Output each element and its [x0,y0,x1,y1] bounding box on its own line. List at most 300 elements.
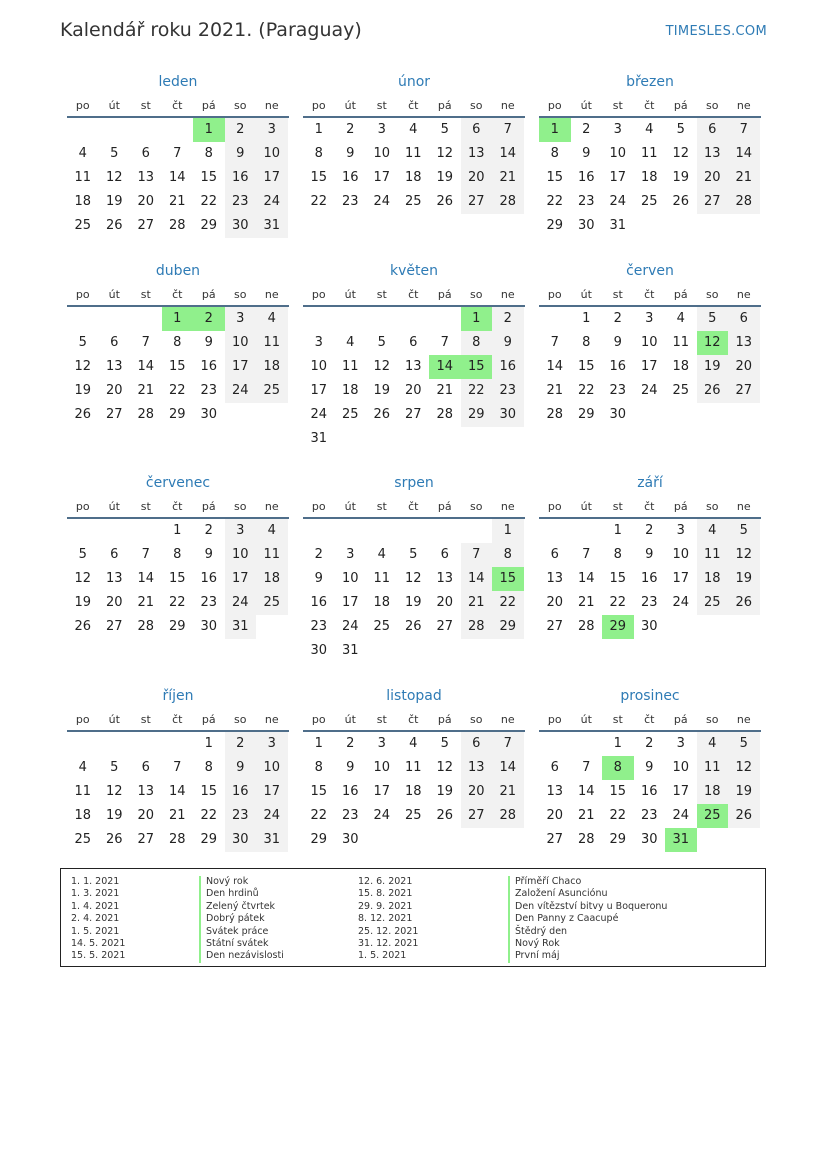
day-cell: 10 [373,760,391,775]
day-cell: 12 [74,571,92,586]
weekday-label: po [547,288,562,301]
day-cell: 20 [728,355,760,379]
day-cell: 23 [341,194,359,209]
day-cell: 12 [728,756,760,780]
day-cell: 29 [168,407,186,422]
weekday-label: čt [172,288,183,301]
day-cell: 20 [105,383,123,398]
day-cell: 19 [728,780,760,804]
day-cell: 1 [173,523,182,538]
day-cell: 4 [256,307,288,331]
day-cell: 20 [461,780,493,804]
day-cell: 10 [341,571,359,586]
day-cell: 5 [409,547,418,562]
day-cell: 31 [256,828,288,852]
day-cell: 27 [546,832,564,847]
day-cell: 20 [436,595,454,610]
day-cell: 8 [314,760,323,775]
day-cell: 13 [137,170,155,185]
day-cell: 24 [373,194,391,209]
day-cell: 16 [609,359,627,374]
day-cell: 15 [609,571,627,586]
weekday-label: pá [437,500,452,513]
empty-cell [67,519,99,543]
day-cell: 11 [74,170,92,185]
day-cell: 8 [173,335,182,350]
day-cell: 9 [225,142,257,166]
weekday-label: st [376,713,387,726]
weekday-label: pá [201,500,216,513]
brand-link[interactable]: TIMESLES.COM [665,24,767,39]
day-cell: 13 [461,142,493,166]
day-cell: 3 [645,311,654,326]
empty-cell [571,732,603,756]
weekday-label: út [580,713,592,726]
day-cell: 19 [697,355,729,379]
day-cell: 13 [404,359,422,374]
day-cell: 4 [78,146,87,161]
day-cell: 22 [168,383,186,398]
day-cell: 21 [492,166,524,190]
weekday-header [303,96,525,118]
day-cell: 17 [672,784,690,799]
empty-cell [366,519,398,543]
day-cell: 27 [728,379,760,403]
weekday-label: po [75,288,90,301]
day-cell: 19 [404,595,422,610]
day-cell: 16 [225,166,257,190]
day-cell: 13 [546,571,564,586]
day-cell: 23 [200,595,218,610]
day-cell: 12 [105,784,123,799]
page-title: Kalendář roku 2021. (Paraguay) [60,19,362,41]
day-cell: 8 [613,547,622,562]
weekday-label: st [612,99,623,112]
month-block [303,261,525,451]
month-name: květen [390,263,438,279]
day-cell: 7 [582,547,591,562]
weekday-label: so [706,713,719,726]
day-cell: 15 [310,784,328,799]
weekday-label: so [706,99,719,112]
day-cell: 2 [346,122,355,137]
day-cell: 30 [640,619,658,634]
empty-cell [429,307,461,331]
day-cell: 19 [728,567,760,591]
day-cell: 11 [404,146,422,161]
weekday-label: st [376,500,387,513]
day-cell: 20 [137,194,155,209]
day-cell: 5 [110,760,119,775]
weekday-label: po [311,288,326,301]
weekday-label: st [140,99,151,112]
legend-name: Dobrý pátek [199,913,284,925]
day-cell: 8 [204,146,213,161]
day-cell: 23 [225,190,257,214]
day-cell: 23 [640,595,658,610]
day-cell: 10 [256,756,288,780]
day-cell: 20 [105,595,123,610]
empty-cell [130,307,162,331]
day-cell: 28 [137,619,155,634]
day-cell: 14 [492,142,524,166]
empty-cell [335,519,367,543]
month-block [67,686,289,852]
weekday-label: st [612,713,623,726]
holiday-day: 1 [162,307,194,331]
day-cell: 19 [436,170,454,185]
day-cell: 2 [225,118,257,142]
weekday-label: st [376,99,387,112]
day-cell: 3 [256,118,288,142]
day-cell: 14 [728,142,760,166]
weekday-label: pá [201,713,216,726]
day-cell: 25 [373,619,391,634]
day-cell: 15 [200,170,218,185]
day-cell: 28 [728,190,760,214]
day-cell: 10 [672,760,690,775]
day-cell: 20 [697,166,729,190]
day-cell: 29 [310,832,328,847]
day-cell: 25 [697,591,729,615]
day-cell: 3 [613,122,622,137]
day-cell: 9 [582,146,591,161]
day-cell: 14 [168,784,186,799]
day-cell: 13 [461,756,493,780]
day-cell: 8 [492,543,524,567]
day-cell: 17 [256,166,288,190]
day-cell: 25 [672,383,690,398]
day-cell: 3 [676,736,685,751]
day-cell: 9 [225,756,257,780]
day-cell: 15 [168,571,186,586]
day-cell: 10 [672,547,690,562]
day-cell: 7 [461,543,493,567]
day-cell: 15 [310,170,328,185]
weekday-label: po [75,99,90,112]
day-cell: 9 [645,760,654,775]
day-cell: 30 [640,832,658,847]
legend-date: 1. 5. 2021 [71,925,120,937]
day-cell: 17 [225,567,257,591]
day-cell: 13 [105,359,123,374]
day-cell: 4 [697,732,729,756]
day-cell: 28 [168,218,186,233]
holiday-day: 31 [665,828,697,852]
day-cell: 23 [200,383,218,398]
legend-date: 25. 12. 2021 [358,925,419,937]
day-cell: 30 [609,407,627,422]
month-block [67,473,289,639]
legend-name: Nový rok [199,876,284,888]
day-cell: 7 [141,547,150,562]
day-cell: 5 [728,519,760,543]
day-cell: 5 [78,335,87,350]
day-cell: 16 [310,595,328,610]
weekday-label: st [612,500,623,513]
empty-cell [99,118,131,142]
weekday-label: so [706,288,719,301]
day-cell: 19 [373,383,391,398]
day-cell: 13 [728,331,760,355]
day-cell: 6 [550,760,559,775]
day-cell: 1 [492,519,524,543]
day-cell: 24 [256,804,288,828]
day-cell: 20 [404,383,422,398]
day-cell: 18 [256,355,288,379]
empty-cell [429,519,461,543]
legend-names-col1 [199,876,284,963]
day-cell: 24 [225,379,257,403]
day-cell: 28 [577,619,595,634]
day-cell: 24 [256,190,288,214]
legend-name: Den hrdinů [199,888,284,900]
weekday-label: ne [500,99,515,112]
legend-date: 8. 12. 2021 [358,913,413,925]
day-cell: 19 [74,595,92,610]
empty-cell [67,307,99,331]
day-cell: 26 [373,407,391,422]
month-name: červenec [145,475,211,491]
day-cell: 27 [137,218,155,233]
day-cell: 26 [74,407,92,422]
weekday-label: ne [736,288,751,301]
empty-cell [539,732,571,756]
day-cell: 14 [137,571,155,586]
day-cell: 10 [256,142,288,166]
day-cell: 5 [440,736,449,751]
day-cell: 18 [404,170,422,185]
day-cell: 17 [256,780,288,804]
day-cell: 31 [256,214,288,238]
day-cell: 23 [492,379,524,403]
day-cell: 2 [582,122,591,137]
day-cell: 16 [200,359,218,374]
empty-cell [67,732,99,756]
day-cell: 3 [256,732,288,756]
weekday-label: ne [736,713,751,726]
day-cell: 22 [310,808,328,823]
holiday-day: 1 [539,118,571,142]
empty-cell [539,307,571,331]
day-cell: 19 [74,383,92,398]
day-cell: 14 [577,571,595,586]
day-cell: 10 [609,146,627,161]
day-cell: 2 [346,736,355,751]
empty-cell [130,732,162,756]
day-cell: 27 [546,619,564,634]
weekday-label: st [140,713,151,726]
day-cell: 15 [609,784,627,799]
day-cell: 12 [672,146,690,161]
day-grid [303,732,525,852]
day-cell: 5 [377,335,386,350]
day-cell: 25 [74,218,92,233]
empty-cell [303,519,335,543]
day-cell: 27 [105,619,123,634]
day-cell: 18 [74,194,92,209]
month-block [539,686,761,852]
day-cell: 9 [314,571,323,586]
weekday-header [539,710,761,732]
weekday-label: so [470,99,483,112]
month-name: červen [626,263,674,279]
weekday-label: čt [408,500,419,513]
day-cell: 21 [137,595,155,610]
day-cell: 6 [110,335,119,350]
weekday-label: so [470,288,483,301]
empty-cell [162,118,194,142]
day-cell: 24 [609,194,627,209]
weekday-label: ne [500,713,515,726]
holiday-day: 8 [602,756,634,780]
legend-dates-col1 [71,876,125,963]
day-cell: 9 [346,760,355,775]
day-cell: 19 [105,194,123,209]
empty-cell [130,118,162,142]
day-cell: 21 [728,166,760,190]
day-grid [67,307,289,427]
day-cell: 2 [613,311,622,326]
day-cell: 17 [640,359,658,374]
day-cell: 4 [409,736,418,751]
weekday-label: po [311,500,326,513]
day-cell: 26 [728,804,760,828]
weekday-label: po [547,99,562,112]
day-cell: 26 [697,379,729,403]
day-cell: 2 [645,523,654,538]
day-cell: 2 [204,523,213,538]
legend-name: Den vítězství bitvy u Boqueronu [508,901,667,913]
day-cell: 9 [204,547,213,562]
day-cell: 15 [577,359,595,374]
day-cell: 22 [310,194,328,209]
day-cell: 23 [609,383,627,398]
day-cell: 30 [225,828,257,852]
weekday-label: pá [201,99,216,112]
day-cell: 28 [436,407,454,422]
day-cell: 30 [200,407,218,422]
weekday-label: út [580,500,592,513]
holiday-day: 25 [697,804,729,828]
legend-date: 2. 4. 2021 [71,913,120,925]
weekday-header [303,285,525,307]
legend-name: Založení Asunciónu [508,888,667,900]
day-cell: 11 [404,760,422,775]
holiday-day: 1 [461,307,493,331]
day-cell: 15 [200,784,218,799]
day-cell: 31 [225,615,257,639]
day-cell: 23 [341,808,359,823]
empty-cell [130,519,162,543]
month-block [303,473,525,663]
day-cell: 11 [341,359,359,374]
day-cell: 11 [256,543,288,567]
day-cell: 8 [582,335,591,350]
weekday-label: so [470,713,483,726]
day-cell: 25 [404,194,422,209]
day-cell: 30 [200,619,218,634]
day-cell: 16 [640,571,658,586]
day-cell: 27 [436,619,454,634]
weekday-label: so [234,500,247,513]
day-cell: 11 [672,335,690,350]
day-cell: 3 [377,736,386,751]
day-cell: 4 [697,519,729,543]
weekday-label: ne [500,288,515,301]
day-cell: 29 [546,218,564,233]
day-cell: 14 [137,359,155,374]
legend-date: 14. 5. 2021 [71,937,126,949]
day-cell: 6 [141,146,150,161]
empty-cell [99,307,131,331]
day-cell: 5 [676,122,685,137]
day-cell: 21 [577,808,595,823]
month-name: leden [158,74,198,90]
weekday-label: pá [437,288,452,301]
day-cell: 25 [256,591,288,615]
day-cell: 3 [314,335,323,350]
day-grid [303,118,525,214]
day-cell: 11 [373,571,391,586]
day-cell: 20 [546,595,564,610]
legend-name: Nový Rok [508,938,667,950]
day-cell: 18 [640,170,658,185]
weekday-label: čt [644,288,655,301]
month-name: srpen [394,475,434,491]
empty-cell [335,307,367,331]
day-cell: 6 [461,118,493,142]
day-cell: 12 [436,146,454,161]
day-cell: 11 [697,756,729,780]
day-cell: 9 [492,331,524,355]
day-cell: 16 [341,784,359,799]
day-cell: 3 [377,122,386,137]
day-cell: 12 [404,571,422,586]
day-cell: 8 [314,146,323,161]
day-cell: 24 [310,407,328,422]
day-cell: 13 [436,571,454,586]
day-cell: 10 [310,359,328,374]
legend-date: 1. 1. 2021 [71,876,120,887]
day-cell: 8 [204,760,213,775]
day-cell: 18 [404,784,422,799]
day-cell: 26 [436,194,454,209]
day-cell: 9 [645,547,654,562]
weekday-label: ne [264,288,279,301]
day-grid [539,118,761,238]
day-cell: 5 [728,732,760,756]
day-cell: 9 [613,335,622,350]
day-cell: 17 [225,355,257,379]
day-cell: 31 [310,431,328,446]
month-name: říjen [162,688,194,704]
day-cell: 26 [728,591,760,615]
holiday-day: 15 [461,355,493,379]
weekday-label: čt [644,99,655,112]
day-cell: 8 [461,331,493,355]
day-cell: 1 [582,311,591,326]
day-cell: 6 [440,547,449,562]
day-cell: 17 [609,170,627,185]
day-cell: 20 [546,808,564,823]
weekday-header [67,96,289,118]
day-cell: 14 [546,359,564,374]
day-cell: 22 [609,808,627,823]
legend-date: 1. 5. 2021 [358,950,407,962]
empty-cell [99,519,131,543]
day-cell: 10 [640,335,658,350]
